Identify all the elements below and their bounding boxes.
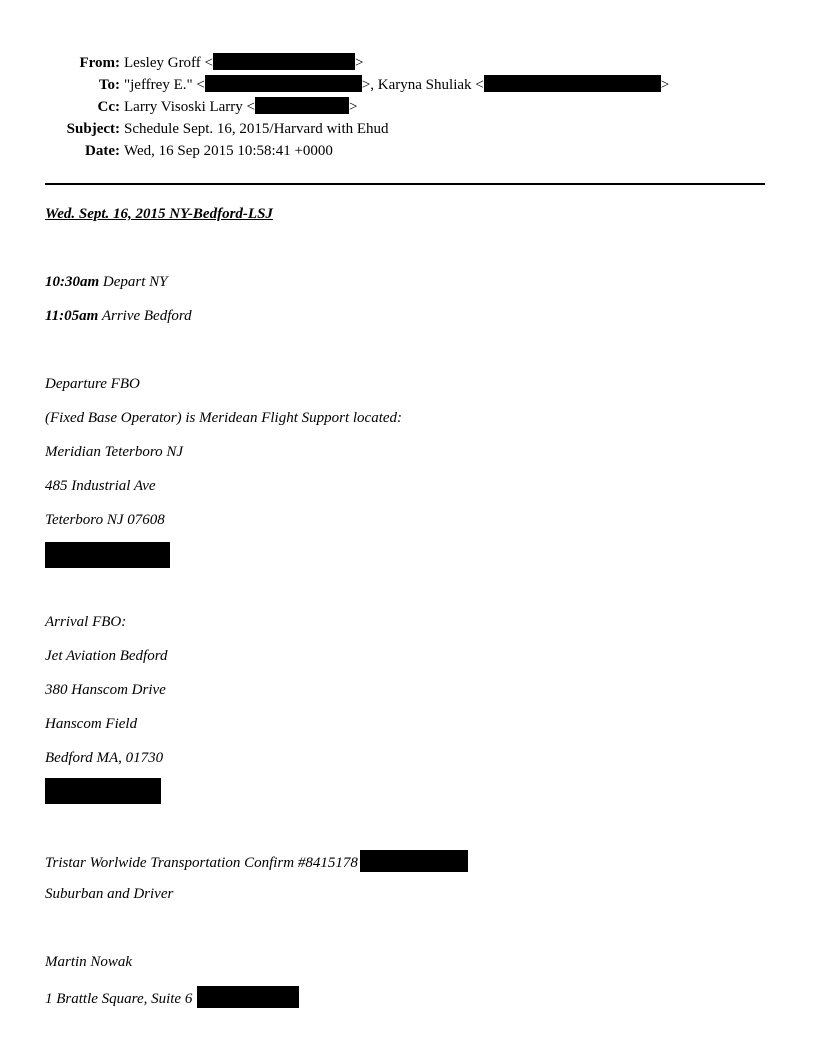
departure-line: 485 Industrial Ave — [45, 478, 156, 494]
contact-name: Martin Nowak — [45, 954, 133, 970]
redaction-block — [213, 53, 355, 70]
arrival-heading: Arrival FBO: — [45, 614, 127, 630]
close-bracket: > — [355, 55, 364, 71]
schedule-time: 10:30am — [45, 274, 100, 290]
from-label: From: — [79, 55, 120, 71]
cc-value — [124, 96, 357, 118]
from-name: Lesley Groff < — [124, 55, 213, 71]
to-recipient-1: "jeffrey E." < — [124, 77, 205, 93]
departure-line: Teterboro NJ 07608 — [45, 512, 165, 528]
contact-address: 1 Brattle Square, Suite 6 — [45, 991, 193, 1007]
cc-row — [0, 96, 816, 118]
header-divider — [45, 183, 765, 185]
subject-value: Schedule Sept. 16, 2015/Harvard with Ehud — [124, 121, 389, 137]
close-bracket: > — [660, 77, 670, 93]
cc-recipient: Larry Visoski Larry < — [124, 99, 256, 115]
to-row — [0, 74, 816, 96]
from-value — [124, 52, 363, 74]
departure-line: (Fixed Base Operator) is Meridean Flight Support located: — [45, 410, 403, 426]
email-header — [0, 52, 816, 162]
arrival-line: Jet Aviation Bedford — [45, 648, 168, 664]
schedule-item — [45, 272, 168, 292]
subject-label: Subject: — [66, 121, 120, 137]
redaction-block — [255, 97, 349, 114]
schedule-item — [45, 306, 192, 326]
schedule-time: 11:05am — [45, 308, 99, 324]
redaction-block — [197, 986, 299, 1008]
cc-label: Cc: — [97, 99, 120, 115]
contact-address-line — [45, 986, 299, 1009]
redaction-block — [205, 75, 362, 92]
transport-confirm: Tristar Worlwide Transportation Confirm #8415178 — [45, 855, 358, 871]
transport-line — [45, 850, 468, 873]
departure-line: Meridian Teterboro NJ — [45, 444, 184, 460]
redaction-block — [484, 75, 661, 92]
arrival-line: 380 Hanscom Drive — [45, 682, 166, 698]
arrival-line: Bedford MA, 01730 — [45, 750, 164, 766]
transport-line: Suburban and Driver — [45, 886, 174, 902]
redaction-block — [360, 850, 468, 872]
date-value: Wed, 16 Sep 2015 10:58:41 +0000 — [124, 143, 333, 159]
schedule-title: Wed. Sept. 16, 2015 NY-Bedford-LSJ — [45, 206, 273, 222]
arrival-line: Hanscom Field — [45, 716, 138, 732]
date-row — [0, 140, 816, 162]
to-recipient-2: >, Karyna Shuliak < — [361, 77, 484, 93]
redaction-block — [45, 542, 170, 568]
redaction-block — [45, 778, 161, 804]
close-bracket: > — [349, 99, 358, 115]
from-row — [0, 52, 816, 74]
to-value — [124, 74, 669, 96]
date-label: Date: — [85, 143, 120, 159]
schedule-text: Depart NY — [99, 274, 168, 290]
schedule-text: Arrive Bedford — [98, 308, 192, 324]
subject-row — [0, 118, 816, 140]
departure-heading: Departure FBO — [45, 376, 140, 392]
to-label: To: — [98, 77, 120, 93]
